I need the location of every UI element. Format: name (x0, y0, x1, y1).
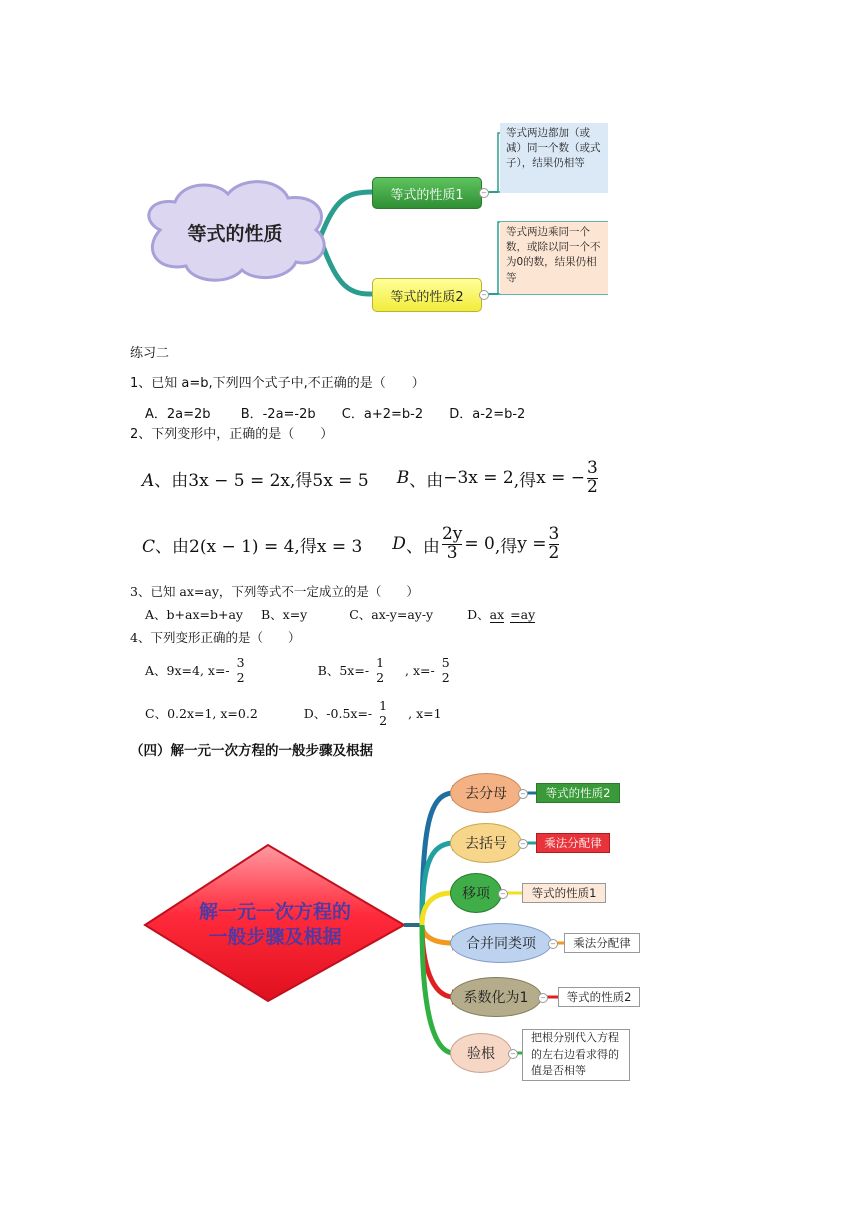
fraction: $\frac{3}{2}$ (548, 523, 560, 563)
question-3-stem: 3、已知 ax=ay，下列等式不一定成立的是（ ） (130, 584, 419, 599)
fraction: 1 2 (376, 655, 385, 685)
fraction: 3 2 (236, 655, 245, 685)
q4-option-d[interactable]: D、-0.5x=- 1 2 , x=1 (303, 698, 442, 728)
q2-row-ab (142, 458, 600, 498)
step-reason-4: 乘法分配律 (564, 933, 640, 953)
collapse-icon[interactable]: − (479, 290, 489, 300)
collapse-icon[interactable]: − (518, 839, 528, 849)
question-2-stem: 2、下列变形中，正确的是（ ） (130, 427, 334, 442)
q2-option-a[interactable]: A、由3x − 5 = 2x,得5x = 5 (142, 470, 369, 491)
collapse-icon[interactable]: − (508, 1049, 518, 1059)
step-oval-5[interactable]: 系数化为1 (450, 977, 542, 1017)
step-reason-6: 把根分别代入方程的左右边看求得的值是否相等 (522, 1029, 630, 1081)
q1-option-a[interactable]: A．2a=2b (145, 407, 211, 422)
mindmap1-branch-2: 等式的性质2 (372, 278, 482, 312)
q4-row-ab (145, 650, 453, 690)
q3-option-d[interactable]: D、ax =ay (467, 607, 536, 622)
center-line-2: 一般步骤及根据 (208, 926, 342, 948)
step-oval-6[interactable]: 验根 (450, 1033, 512, 1073)
collapse-icon[interactable]: − (498, 889, 508, 899)
step-reason-3: 等式的性质1 (522, 883, 606, 903)
q2-row-cd (142, 522, 561, 566)
q2-option-b[interactable]: B 、由 −3x = 2 ,得 x = − $\frac{3}{2}$ (396, 457, 598, 497)
q4-option-a[interactable]: A、9x=4, x=- 3 2 (145, 655, 245, 685)
q1-option-d[interactable]: D．a-2=b-2 (449, 407, 526, 422)
q4-option-b[interactable]: B、5x=- 1 2 , x=- 5 2 (317, 655, 450, 685)
mindmap1-note-2: 等式两边乘同一个数，或除以同一个不为0的数，结果仍相等 (500, 222, 608, 294)
fraction: 1 2 (379, 698, 388, 728)
step-oval-2[interactable]: 去括号 (450, 823, 522, 863)
question-3-options (145, 605, 535, 623)
collapse-icon[interactable]: − (548, 939, 558, 949)
collapse-icon[interactable]: − (538, 993, 548, 1003)
section-4-heading: （四）解一元一次方程的一般步骤及根据 (130, 743, 373, 759)
mindmap2-center (180, 895, 370, 955)
mindmap-properties-of-equality (120, 110, 620, 330)
q1-option-b[interactable]: B．-2a=-2b (240, 407, 316, 422)
step-oval-4[interactable]: 合并同类项 (450, 923, 552, 963)
fraction: 5 2 (441, 655, 450, 685)
q4-row-cd (145, 692, 442, 734)
q4-option-c[interactable]: C、0.2x=1, x=0.2 (145, 706, 258, 721)
mindmap-solving-steps (140, 765, 650, 1085)
question-1-options (145, 403, 525, 422)
question-4-stem: 4、下列变形正确的是（ ） (130, 630, 301, 645)
exercise-title: 练习二 (130, 346, 170, 361)
collapse-icon[interactable]: − (518, 789, 528, 799)
step-oval-1[interactable]: 去分母 (450, 773, 522, 813)
step-oval-3[interactable]: 移项 (450, 873, 502, 913)
collapse-icon[interactable]: − (479, 188, 489, 198)
q3-option-c[interactable]: C、ax-y=ay-y (349, 607, 434, 622)
q2-option-d[interactable]: D 、由 $\frac{2y}{3}$ = 0 ,得 y = $\frac{3}{2}$ (392, 523, 560, 563)
step-reason-1: 等式的性质2 (536, 783, 620, 803)
step-reason-5: 等式的性质2 (558, 987, 640, 1007)
fraction: $\frac{2y}{3}$ (441, 523, 463, 563)
mindmap1-note-1: 等式两边都加（或减）同一个数（或式子），结果仍相等 (500, 123, 608, 193)
mindmap1-branch-1: 等式的性质1 (372, 177, 482, 209)
fraction: $\frac{3}{2}$ (587, 457, 598, 497)
mindmap1-center: 等式的性质 (187, 222, 283, 245)
step-reason-2: 乘法分配律 (536, 833, 610, 853)
center-line-1: 解一元一次方程的 (198, 901, 351, 924)
q3-option-a[interactable]: A、b+ax=b+ay (145, 607, 243, 622)
q3-option-b[interactable]: B、x=y (260, 607, 308, 622)
question-1-stem: 1、已知 a=b,下列四个式子中,不正确的是（ ） (130, 376, 425, 391)
q1-option-c[interactable]: C．a+2=b-2 (341, 407, 424, 422)
q2-option-c[interactable]: C、由2(x − 1) = 4,得x = 3 (142, 536, 363, 557)
